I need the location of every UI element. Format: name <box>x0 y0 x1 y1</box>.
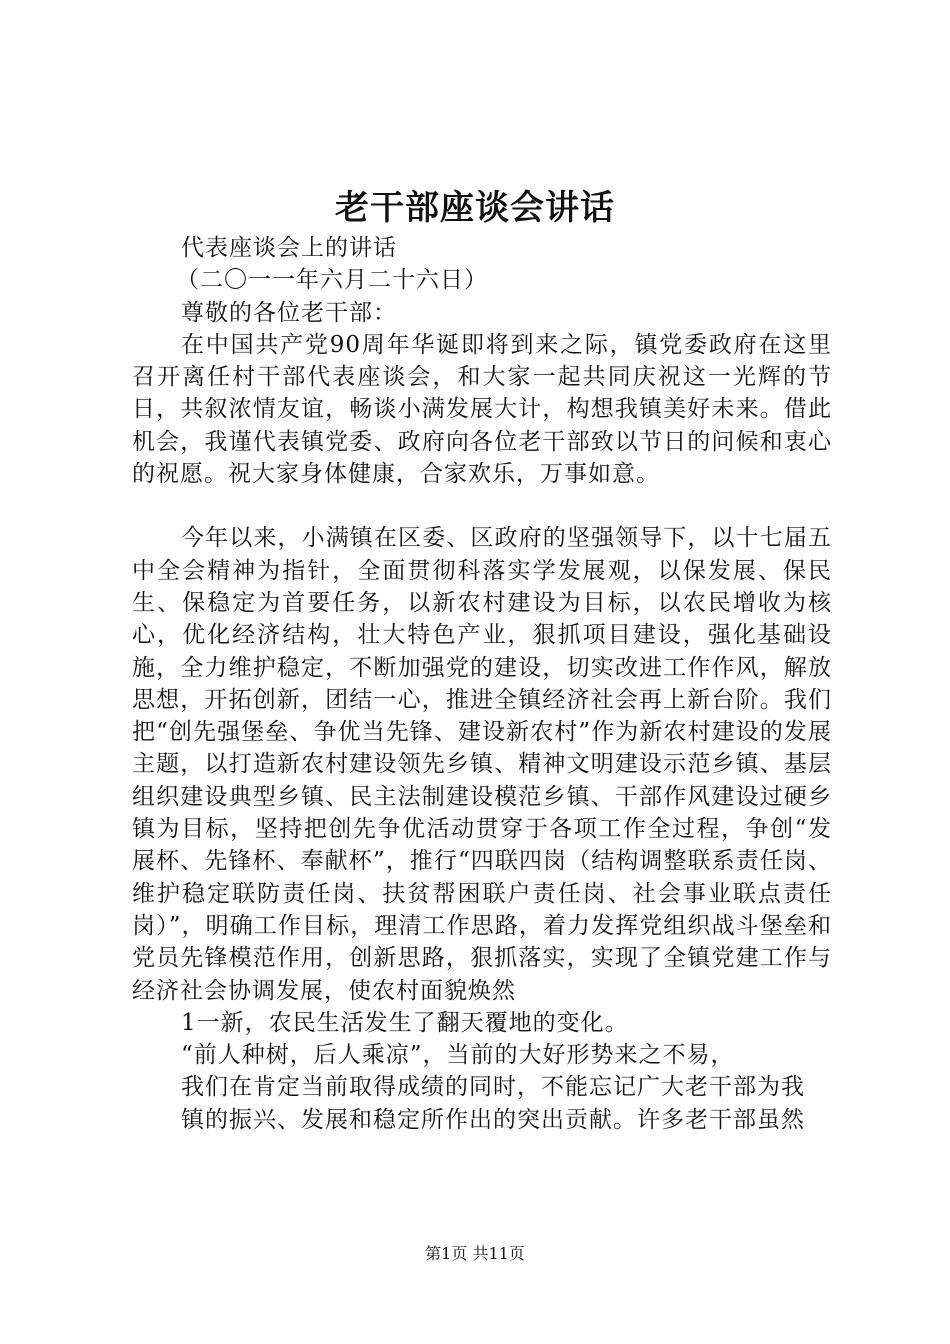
speech-subtitle: 代表座谈会上的讲话 <box>181 235 397 261</box>
paragraph-proverb: “前人种树，后人乘凉”，当前的大好形势来之不易， <box>181 1042 735 1069</box>
paragraph-continuation: 1一新，农民生活发生了翻天覆地的变化。 <box>181 1009 629 1036</box>
salutation: 尊敬的各位老干部： <box>181 299 397 326</box>
document-body <box>132 232 832 1136</box>
paragraph-gratitude: 我们在肯定当前取得成绩的同时，不能忘记广大老干部为我 <box>181 1074 805 1101</box>
speech-date: （二〇一一年六月二十六日） <box>176 267 488 294</box>
document-title: 老干部座谈会讲话 <box>335 188 615 228</box>
paragraph-opening: 在中国共产党90周年华诞即将到来之际，镇党委政府在这里召开离任村干部代表座谈会，和大家一起共同庆祝这一光辉的节日，共叙浓情友谊，畅谈小满发展大计，构想我镇美好未来。借此机会，我谨代表镇党委、政府向各位老干部致以节日的问候和衷心的祝愿。祝大家身体健康，合家欢乐，万事如意。 <box>132 331 832 488</box>
paragraph-achievements: 今年以来，小满镇在区委、区政府的坚强领导下，以十七届五中全会精神为指针，全面贯彻科落实学发展观，以保发展、保民生、保稳定为首要任务，以新农村建设为目标，以农民增收为核心，优化经济结构，壮大特色产业，狠抓项目建设，强化基础设施，全力维护稳定，不断加强党的建设，切实改进工作作风，解放思想，开拓创新，团结一心，推进全镇经济社会再上新台阶。我们把“创先强堡垒、争优当先锋、建设新农村”作为新农村建设的发展主题，以打造新农村建设领先乡镇、精神文明建设示范乡镇、基层组织建设典型乡镇、民主法制建设模范乡镇、干部作风建设过硬乡镇为目标，坚持把创先争优活动贯穿于各项工作全过程，争创“发展杯、先锋杯、奉献杯”，推行“四联四岗（结构调整联系责任岗、维护稳定联防责任岗、扶贫帮困联户责任岗、社会事业联点责任岗）”，明确工作目标，理清工作思路，着力发挥党组织战斗堡垒和党员先锋模范作用，创新思路，狠抓落实，实现了全镇党建工作与经济社会协调发展，使农村面貌焕然 <box>132 525 832 1004</box>
paragraph-contribution: 镇的振兴、发展和稳定所作出的突出贡献。许多老干部虽然 <box>181 1106 805 1133</box>
page-number: 第1页 共11页 <box>425 1244 525 1263</box>
paragraph-gap <box>132 490 832 522</box>
